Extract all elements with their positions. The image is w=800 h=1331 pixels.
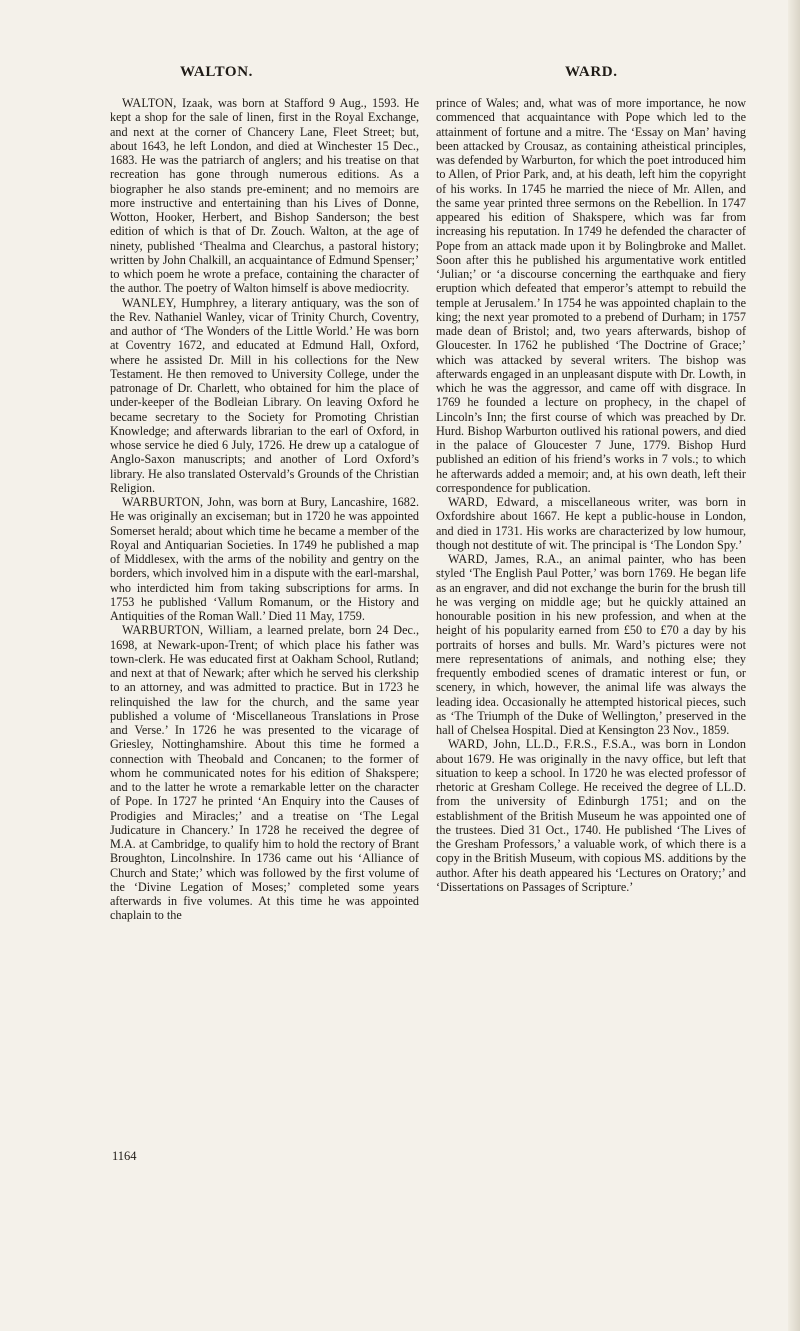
entry-text: prince of Wales; and, what was of more importance, he now commenced that acquaintance with Pope which led to the attainment of fortune and a mitre. The ‘Essay on Man’ having been attacked by Crousaz, as containing atheistical principles, was defended by Warburton, for which the poet introduced him to Allen, of Prior Park, and, at his death, left him the copyright of his works. In 1745 he married the niece of Mr. Allen, and the same year printed three sermons on the Rebellion. In 1747 appeared his edition of Shakspere, which was far from increasing his reputation. In 1749 he defended the character of Pope from an attack made upon it by Bolingbroke and Mallet. Soon after this he published his argumentative work entitled ‘Julian;’ or ‘a discourse concerning the earthquake and fiery eruption which defeated that emperor’s attempt to rebuild the temple at Jerusalem.’ In 1754 he was appointed chaplain to the king; the next year promoted to a prebend of Durham; in 1757 made dean of Bristol; and, two years afterwards, bishop of Gloucester. In 1762 he published ‘The Doctrine of Grace;’ which was attacked by several writers. The bishop was afterwards engaged in an unpleasant dispute with Dr. Lowth, in which he was the aggressor, and came off with disgrace. In 1769 he founded a lecture on prophecy, in the chapel of Lincoln’s Inn; the first course of which was preached by Dr. Hurd. Bishop Warburton outlived his rational powers, and died in the palace of Gloucester 7 June, 1779. Bishop Hurd published an edition of his friend’s works in 7 vols.; to which he afterwards added a memoir; and, at his own death, left their correspondence for publication. [436, 96, 746, 495]
entry-text: was born at Bury, Lancashire, 1682. He was originally an exciseman; but in 1720 he was appointed Somerset herald; about which time he became a member of the Royal and Antiquarian Societies. In 1749 he published a map of Middlesex, with the arms of the nobility and gentry on the borders, which involved him in a dispute with the earl-marshal, who interdicted him from taking subscriptions for arms. In 1753 he published ‘Vallum Romanum, or the History and Antiquities of the Roman Wall.’ Died 11 May, 1759. [110, 495, 420, 623]
page-number: 1164 [112, 1149, 137, 1163]
entry-heading: WARD, Edward, [448, 495, 539, 509]
entry-ward-edward [436, 495, 746, 552]
entry-heading: WARD, John, [448, 737, 521, 752]
entry-wanley-humphrey [110, 296, 419, 496]
entry-text: a miscellaneous writer, was born in Oxfordshire about 1667. He kept a public-house in London, and died in 1731. His works are characterized by low humour, though not destitute of wit. The principal is ‘The London Spy.’ [436, 495, 746, 552]
entry-text: LL.D., F.R.S., F.S.A., was born in London about 1679. He was originally in the navy office, but left that situation to keep a school. In 1720 he was elected professor of rhetoric at Gresham College. He received the degree of LL.D. from the university of Edinburgh 1751; and on the establishment of the British Museum he was appointed one of the trustees. Died 31 Oct., 1740. He published ‘The Lives of the Gresham Professors,’ a valuable work, of which there is a copy in the British Museum, with copious MS. additions by the author. After his death appeared his ‘Lectures on Oratory;’ and ‘Dissertations on Passages of Scripture.’ [436, 737, 747, 894]
running-head-left: WALTON. [180, 64, 253, 80]
entry-heading: WARBURTON, John, [122, 495, 235, 509]
entry-warburton-william-continued [436, 96, 746, 495]
entry-heading: WARBURTON, William, [122, 623, 253, 638]
entry-warburton-john [110, 495, 419, 623]
right-column [436, 96, 746, 894]
entry-warburton-william [110, 623, 419, 922]
entry-text: was born at Stafford 9 Aug., 1593. He kept a shop for the sale of linen, first in the Royal Exchange, and next at the corner of Chancery Lane, Fleet Street; but, about 1643, he left London, and died at Winchester 15 Dec., 1683. He was the patriarch of anglers; and his treatise on that recreation has gone through numerous editions. As a biographer he also stands pre-eminent; and no memoirs are more instructive and entertaining than his Lives of Donne, Wotton, Hooker, Herbert, and Bishop Sanderson; the best edition of which is that of Dr. Zouch. Walton, at the age of ninety, published ‘Thealma and Clearchus, a pastoral history; written by John Chalkill, an acquaintance of Edmund Spenser;’ to which poem he wrote a preface, containing the character of the author. The poetry of Walton himself is above mediocrity. [110, 96, 420, 296]
entry-heading: WARD, James, [448, 552, 530, 566]
entry-heading: WANLEY, Humphrey, [122, 295, 238, 310]
left-column [110, 96, 419, 923]
running-head-right: WARD. [565, 64, 618, 80]
entry-text: a learned prelate, born 24 Dec., 1698, at Newark-upon-Trent; of which place his father was town-clerk. He was educated first at Oakham School, Rutland; and next at that of Newark; after which he served his clerkship to an attorney, and was admitted to practice. But in 1723 he relinquished the law for the church, and the same year published a volume of ‘Miscellaneous Translations in Prose and Verse.’ In 1726 he was presented to the vicarage of Griesley, Nottinghamshire. About this time he formed a connection with Theobald and Concanen; to the former of whom he communicated notes for his edition of Shakspere; and to the latter he wrote a remarkable letter on the character of Pope. In 1727 he printed ‘An Enquiry into the Causes of Prodigies and Miracles;’ and a treatise on ‘The Legal Judicature in Chancery.’ In 1728 he received the degree of M.A. at Cambridge, to qualify him to hold the rectory of Brant Broughton, Lincolnshire. In 1736 came out his ‘Alliance of Church and State;’ which was followed by the first volume of the ‘Divine Legation of Moses;’ completed some years afterwards in five volumes. At this time he was appointed chaplain to the [110, 623, 419, 923]
entry-ward-james [436, 552, 746, 737]
entry-heading: WALTON, Izaak, [122, 96, 213, 110]
entry-walton-izaak [110, 96, 419, 296]
entry-ward-john [436, 737, 746, 894]
entry-text: a literary antiquary, was the son of the Rev. Nathaniel Wanley, vicar of Trinity Church, Coventry, and author of ‘The Wonders of the Little World.’ He was born at Coventry 1672, and educated at Edmund Hall, Oxford, where he assisted Dr. Mill in his collections for the New Testament. He then removed to University College, under the patronage of Dr. Charlett, who obtained for him the place of under-keeper of the Bodleian Library. On leaving Oxford he became secretary to the Society for Promoting Christian Knowledge; and afterwards librarian to the earl of Oxford, in whose service he died 6 July, 1726. He drew up a catalogue of Anglo-Saxon manuscripts; and another of Lord Oxford’s library. He also translated Ostervald’s Grounds of the Christian Religion. [110, 295, 419, 495]
page-edge-shadow [788, 0, 800, 1331]
entry-text: R.A., an animal painter, who has been styled ‘The English Paul Potter,’ was born 1769. He began life as an engraver, and did not exchange the burin for the brush till he was verging on middle age; but he quickly attained an honourable position in his new profession, and when at the height of his popularity earned from £50 to £70 a day by his portraits of horses and bulls. Mr. Ward’s pictures were not mere representations of animals, and nothing else; they frequently embodied scenes of dramatic interest or fun, or scenery, in which, however, the animal life was always the leading idea. Occasionally he attempted historical pieces, such as ‘The Triumph of the Duke of Wellington,’ preserved in the hall of Chelsea Hospital. Died at Kensington 23 Nov., 1859. [436, 552, 746, 737]
